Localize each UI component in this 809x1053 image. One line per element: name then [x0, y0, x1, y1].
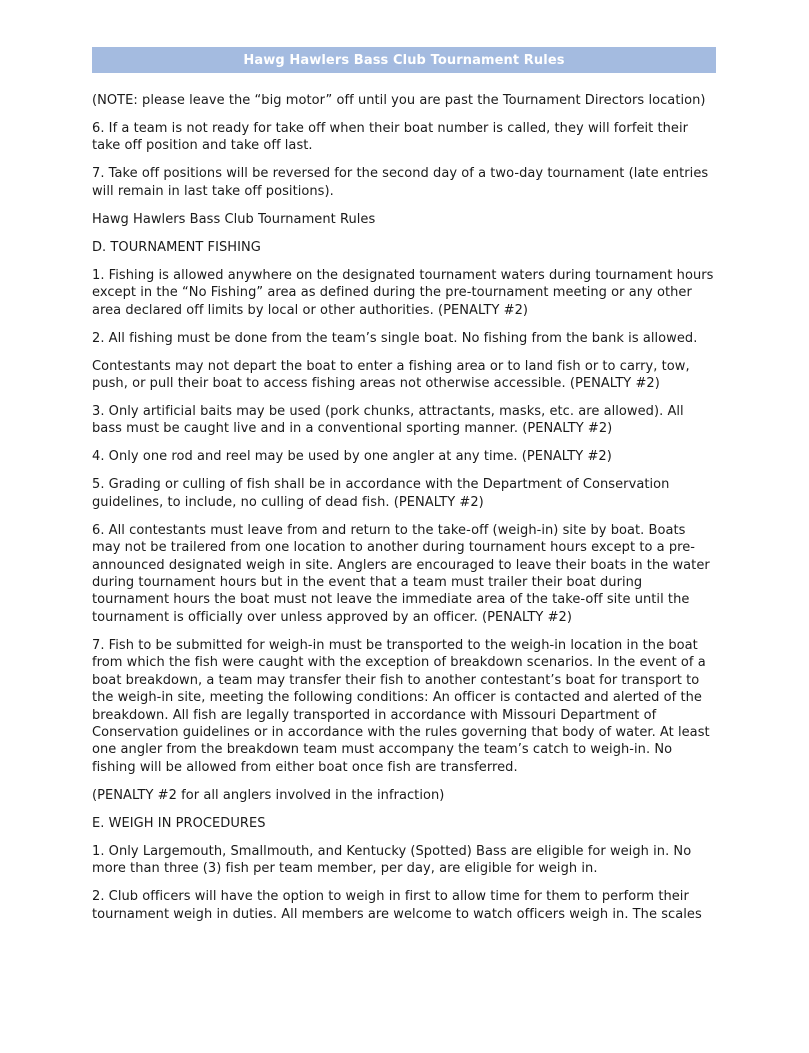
title-banner [92, 47, 716, 73]
paragraph-fishing-rule-2: 2. All fishing must be done from the team’s single boat. No fishing from the bank is allowed. [92, 330, 698, 346]
paragraph-weigh-in-rule-1: 1. Only Largemouth, Smallmouth, and Kentucky (Spotted) Bass are eligible for weigh in. No more than three (3) fish per team member, per day, are eligible for weigh in. [92, 843, 692, 877]
section-heading-weigh-in: E. WEIGH IN PROCEDURES [92, 815, 266, 831]
document-page [92, 47, 716, 934]
paragraph-fishing-rule-3: 3. Only artificial baits may be used (pork chunks, attractants, masks, etc. are allowed). All bass must be caught live and in a conventional sporting manner. (PENALTY #2) [92, 404, 684, 437]
paragraph-weigh-in-rule-2: 2. Club officers will have the option to weigh in first to allow time for them to perform their tournament weigh in duties. All members are welcome to watch officers weigh in. The scales [92, 889, 702, 922]
paragraph-rule-6-takeoff: 6. If a team is not ready for take off when their boat number is called, they will forfeit their take off position and take off last. [92, 121, 689, 154]
paragraph-note-big-motor: (NOTE: please leave the “big motor” off until you are past the Tournament Directors location) [92, 93, 706, 108]
paragraph-fishing-rule-4: 4. Only one rod and reel may be used by one angler at any time. (PENALTY #2) [92, 449, 612, 465]
paragraph-penalty-note: (PENALTY #2 for all anglers involved in the infraction) [92, 787, 445, 803]
paragraph-rule-7-takeoff: 7. Take off positions will be reversed for the second day of a two-day tournament (late entries will remain in last take off positions). [92, 166, 709, 199]
paragraph-repeat-title: Hawg Hawlers Bass Club Tournament Rules [92, 211, 376, 227]
section-heading-tournament-fishing: D. TOURNAMENT FISHING [92, 239, 261, 255]
paragraph-contestants-boat: Contestants may not depart the boat to enter a fishing area or to land fish or to carry, tow, push, or pull their boat to access fishing areas not otherwise accessible. (PENALTY #2) [92, 358, 690, 392]
paragraph-fishing-rule-5: 5. Grading or culling of fish shall be in accordance with the Department of Conservation guidelines, to include, no culling of dead fish. (PENALTY #2) [92, 477, 670, 510]
paragraph-fishing-rule-7: 7. Fish to be submitted for weigh-in must be transported to the weigh-in location in the boat from which the fish were caught with the exception of breakdown scenarios. In the event of a boat breakdown, a team may transfer their fish to another contestant’s boat for transport to the weigh-in site, meeting the following conditions: An officer is contacted and alerted of the breakdown. All fish are legally transported in accordance with Missouri Department of Conservation guidelines or in accordance with the rules governing that body of water. At least one angler from the breakdown team must accompany the team’s catch to weigh-in. No fishing will be allowed from either boat once fish are transferred. [92, 637, 710, 775]
paragraph-fishing-rule-1: 1. Fishing is allowed anywhere on the designated tournament waters during tournament hours except in the “No Fishing” area as defined during the pre-tournament meeting or any other area declared off limits by local or other authorities. (PENALTY #2) [92, 267, 714, 318]
paragraph-fishing-rule-6: 6. All contestants must leave from and return to the take-off (weigh-in) site by boat. Boats may not be trailered from one location to another during tournament hours except to a pre-announced designated weigh in site. Anglers are encouraged to leave their boats in the water during tournament hours but in the event that a team must trailer their boat during tournament hours the boat must not leave the immediate area of the take-off site until the tournament is officially over unless approved by an officer. (PENALTY #2) [92, 522, 710, 625]
document-title: Hawg Hawlers Bass Club Tournament Rules [243, 52, 565, 68]
